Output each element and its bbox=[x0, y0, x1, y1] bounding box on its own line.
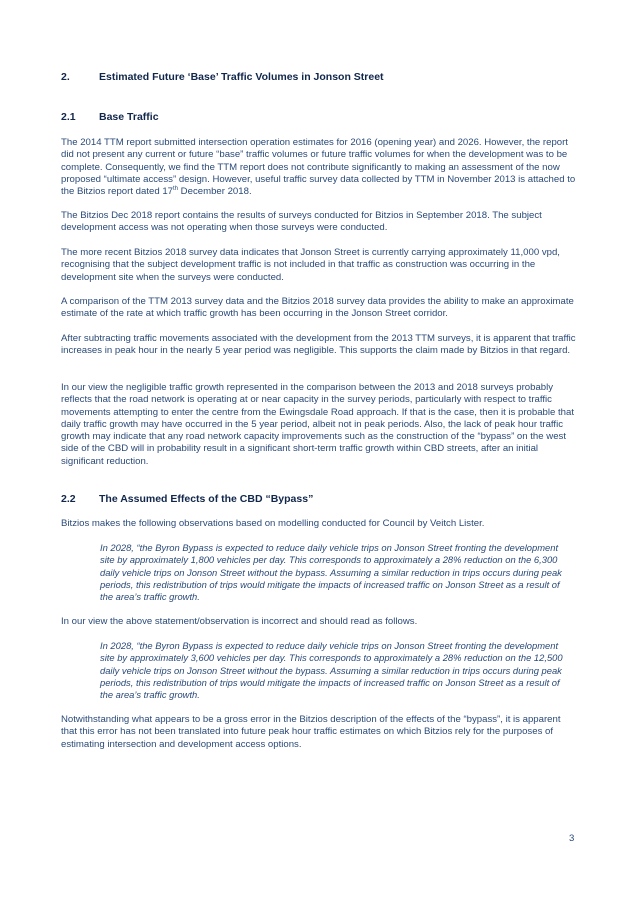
section-number: 2.1 bbox=[61, 111, 76, 123]
section-title: The Assumed Effects of the CBD “Bypass” bbox=[99, 493, 314, 505]
quote-bitzios-statement: In 2028, “the Byron Bypass is expected to reduce daily vehicle trips on Jonson Street fronting the development site by approximately 1,800 vehicles per day. This corresponds to approximately a 28% reduction on the 6,300 daily vehicle trips on Jonson Street without the bypass. Assuming a similar reduction in trips occurs during peak periods, this redistribution of trips would mitigate the impacts of increased traffic on Jonson Street as a result of the area’s traffic growth. bbox=[100, 542, 562, 603]
section-title: Estimated Future ‘Base’ Traffic Volumes in Jonson Street bbox=[99, 71, 384, 83]
section-2-heading bbox=[61, 71, 384, 83]
section-2-2-heading bbox=[61, 493, 313, 505]
section-title: Base Traffic bbox=[99, 111, 159, 123]
paragraph-subtracting-movements: After subtracting traffic movements associated with the development from the 2013 TTM surveys, it is apparent that traffic increases in peak hour in the nearly 5 year period was negligible. This supports the claim made by Bitzios in that regard. bbox=[61, 333, 576, 357]
section-2-1-heading bbox=[61, 111, 159, 123]
paragraph-ttm-report: The 2014 TTM report submitted intersection operation estimates for 2016 (opening year) and 2026. However, the report did not present any current or future “base” traffic volumes or future traffic volumes for when the development was to be complete. Consequently, we find the TTM report does not contribute significantly to making an assessment of the now proposed “ultimate access” design. However, useful traffic survey data collected by TTM in November 2013 is attached to the Bitzios report dated 17th December 2018. bbox=[61, 137, 576, 198]
paragraph-statement-incorrect: In our view the above statement/observation is incorrect and should read as follows. bbox=[61, 616, 418, 627]
paragraph-bitzios-dec-2018: The Bitzios Dec 2018 report contains the results of surveys conducted for Bitzios in September 2018. The subject development access was not operating when those surveys were conducted. bbox=[61, 210, 542, 234]
section-number: 2. bbox=[61, 71, 70, 83]
quote-corrected-statement: In 2028, “the Byron Bypass is expected to reduce daily vehicle trips on Jonson Street fronting the development site by approximately 3,600 vehicles per day. This corresponds to approximately a 28% reduction on the 12,500 daily vehicle trips on Jonson Street without the bypass. Assuming a similar reduction in trips occurs during peak periods, this redistribution of trips would mitigate the impacts of increased traffic on Jonson Street as a result of the area’s traffic growth. bbox=[100, 640, 563, 701]
section-number: 2.2 bbox=[61, 493, 76, 505]
paragraph-bitzios-2018-survey: The more recent Bitzios 2018 survey data indicates that Jonson Street is currently carrying approximately 11,000 vpd, recognising that the subject development traffic is not included in that traffic as construction was occurring in the development site when the surveys were conducted. bbox=[61, 247, 560, 283]
paragraph-bitzios-observations: Bitzios makes the following observations based on modelling conducted for Council by Veitch Lister. bbox=[61, 518, 485, 529]
page-number: 3 bbox=[569, 833, 575, 844]
paragraph-negligible-growth: In our view the negligible traffic growth represented in the comparison between the 2013 and 2018 surveys probably reflects that the road network is operating at or near capacity in the survey periods, particularly with respect to traffic movements attempting to enter the centre from the Ewingsdale Road approach. If that is the case, then it is probable that daily traffic growth may have occurred in the 5 year period, albeit not in peak periods. Also, the lack of peak hour traffic growth may indicate that any road network capacity improvements such as the construction of the “bypass” on the west side of the CBD will in probability result in a significant short-term traffic growth within CBD streets, after an initial significant reduction. bbox=[61, 382, 575, 467]
paragraph-gross-error: Notwithstanding what appears to be a gross error in the Bitzios description of the effects of the “bypass”, it is apparent that this error has not been translated into future peak hour traffic estimates on which Bitzios rely for the purposes of estimating intersection and development access options. bbox=[61, 714, 561, 750]
paragraph-survey-comparison: A comparison of the TTM 2013 survey data and the Bitzios 2018 survey data provides the ability to make an approximate estimate of the rate at which traffic growth has been occurring in the Jonson Street corridor. bbox=[61, 296, 574, 320]
